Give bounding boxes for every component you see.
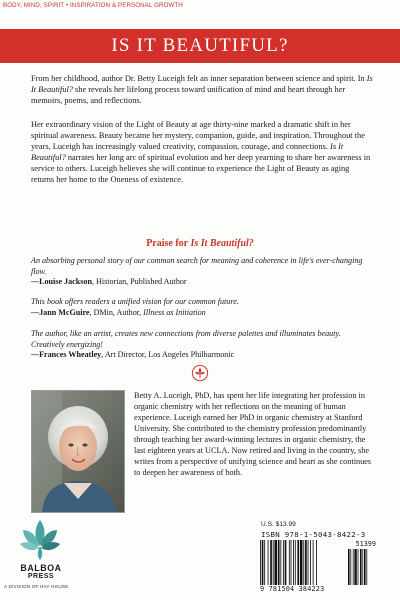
p2-book-title: Is It Beautiful? (31, 142, 344, 163)
author-name: Betty A. Luceigh, PhD (134, 391, 210, 400)
description-paragraph-1 (31, 73, 373, 106)
author-bio (134, 391, 376, 479)
barcode-bar (262, 540, 264, 585)
praise-attribution-1 (31, 277, 376, 288)
barcode-addon-bar (362, 549, 363, 585)
publisher-logo (3, 518, 83, 598)
publisher-name: BALBOA (20, 563, 62, 573)
barcode-addon-digits: 51399 (355, 540, 376, 548)
price: U.S. $13.99 (261, 521, 296, 528)
p1-text-b: she reveals her lifelong process toward unification of mind and heart through her memoirs, poems, and reflections. (31, 85, 346, 106)
praise-heading-prefix: Praise for (146, 238, 191, 249)
p1-text-a: From her childhood, author Dr. Betty Luceigh felt an inner separation between science and spirit. In (31, 74, 367, 83)
barcode-bar (264, 540, 265, 585)
praise-quote-3: The author, like an artist, creates new connections from diverse palettes and illuminates beauty. Creatively energizing! (31, 329, 341, 349)
barcode-addon-bar (366, 549, 367, 585)
lotus-icon (17, 518, 63, 562)
barcode-addon-bar (358, 549, 359, 585)
author-bio-text: , has spent her life integrating her profession in organic chemistry with her reflections on the meaning of human experience. Luceigh earned her PhD in organic chemistry at Stanford University. She contributed to the chemistry profession predominantly through teaching her award-winning lectures in organic chemistry, the last eighteen years at UCLA. Now retired and living in the country, she writes from a perspective of unifying science and heart as she continues to deepen her awareness of both. (134, 391, 372, 477)
barcode-bar (278, 540, 280, 585)
reviewer-name-3: —Frances Wheatley (31, 350, 102, 359)
barcode-bar (313, 540, 314, 585)
description-paragraph-2 (31, 119, 373, 186)
barcode-bar (291, 540, 292, 585)
barcode-bar (308, 540, 309, 585)
barcode-bar (268, 540, 269, 585)
praise-heading (0, 238, 400, 249)
barcode-addon-bar (348, 549, 350, 585)
barcode (260, 540, 376, 593)
barcode-main-digits: 9 781504 384223 (260, 585, 325, 593)
praise-heading-book: Is It Beautiful? (190, 238, 254, 249)
reviewer-role-3: , Art Director, Los Angeles Philharmonic (101, 350, 235, 359)
barcode-bar (305, 540, 307, 585)
barcode-addon-bar (353, 549, 354, 585)
barcode-bar (285, 540, 287, 585)
praise-attribution-3 (31, 350, 376, 361)
barcode-addon-bar (350, 549, 351, 585)
praise-attribution-2 (31, 308, 376, 319)
barcode-bar (280, 540, 281, 585)
reviewer-work-2: Illness as Initiation (143, 308, 206, 317)
category-line: BODY, MIND, SPIRIT • INSPIRATION & PERSONAL GROWTH (3, 2, 183, 9)
praise-quote-1: An absorbing personal story of our common search for meaning and coherence in life's ever-changing flow. (31, 256, 363, 276)
author-photo (31, 390, 125, 513)
reviewer-role-2: , DMin, Author, (89, 308, 144, 317)
p1-book-title: Is It Beautiful? (31, 74, 373, 95)
p2-text-a: Her extraordinary vision of the Light of Beauty at age thirty-nine marked a dramatic shift in her spiritual awareness. Beauty became her mystery, companion, guide, and inspiration. Throughout the years, Luceigh has increasingly valued creativity, compassion, courage, and connections. (31, 120, 365, 152)
barcode-bar (293, 540, 294, 585)
author-portrait-icon (32, 391, 124, 512)
barcode-addon-bar (360, 549, 362, 585)
barcode-bar (270, 540, 272, 585)
reviewer-name-1: —Louise Jackson (31, 277, 92, 286)
isbn: ISBN 978-1-5043-8422-3 (261, 530, 366, 539)
barcode-addon-bar (364, 549, 366, 585)
barcode-bar (260, 540, 261, 585)
reviewer-name-2: —Jann McGuire (31, 308, 90, 317)
book-title: IS IT BEAUTIFUL? (111, 35, 289, 56)
flower-ornament-icon (191, 364, 209, 382)
p2-text-b: narrates her long arc of spiritual evolution and her deep yearning to share her awareness in service to others. Luceigh believes she will continue to experience the Light of Beauty as aging returns her home to the Oneness of existence. (31, 153, 371, 185)
barcode-bar (310, 540, 311, 585)
barcode-bar (274, 540, 277, 585)
barcode-bar (303, 540, 304, 585)
barcode-addon-bar (354, 549, 356, 585)
praise-quote-2: This book offers readers a unified vision for our common future. (31, 297, 239, 306)
publisher-division: A DIVISION OF HAY HOUSE (4, 584, 69, 589)
title-banner (0, 29, 400, 63)
publisher-sub: PRESS (27, 573, 55, 580)
reviewer-role-1: , Historian, Published Author (91, 277, 187, 286)
barcode-bar (295, 540, 296, 585)
barcode-bar (300, 540, 303, 585)
barcode-bar (316, 540, 317, 585)
barcode-bar (283, 540, 284, 585)
barcode-bar (289, 540, 290, 585)
barcode-bar (297, 540, 299, 585)
barcode-bar (273, 540, 274, 585)
